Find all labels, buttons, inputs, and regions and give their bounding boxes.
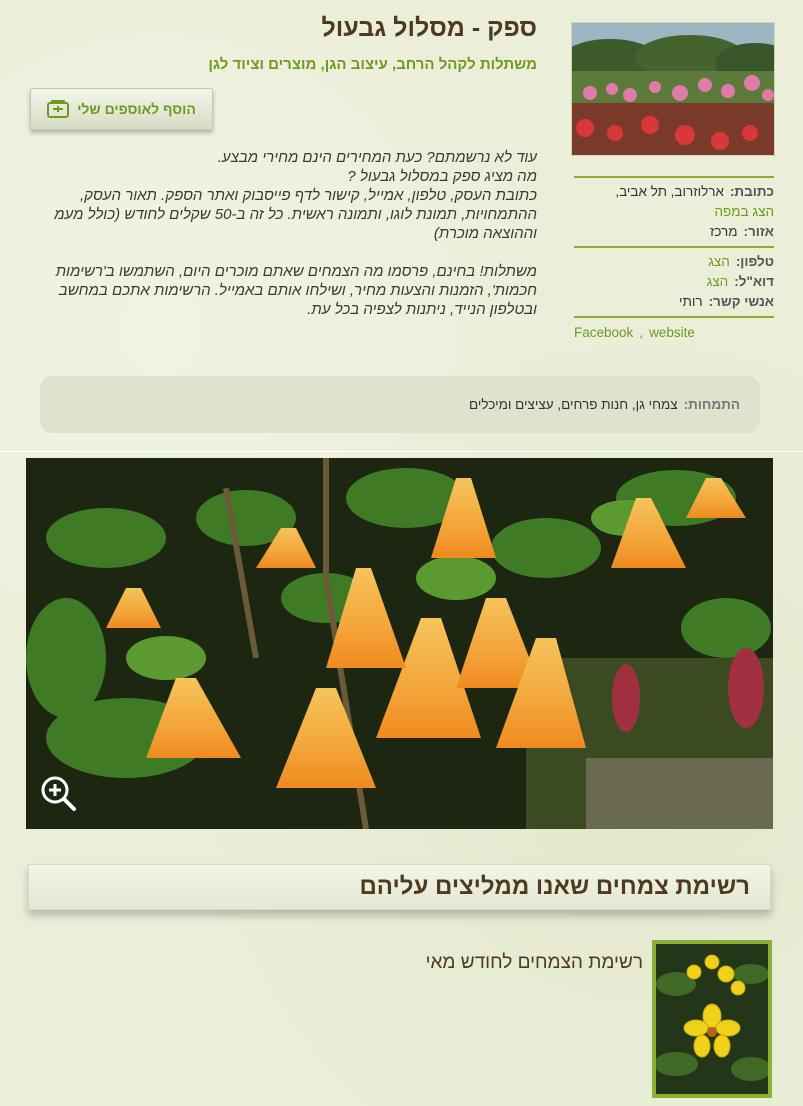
supplier-subtitle: משתלות לקהל הרחב, עיצוב הגן, מוצרים וציוד לגן — [208, 56, 537, 73]
intro-line: משתלות! בחינם, פרסמו מה הצמחים שאתם מוכרים היום, השתמשו ב'רשימות חכמות', הזמנות והצעות מחיר, ושילחו אותם באמייל. הרשימות אתכם במחשב ובטלפון הנייד, ניתנות לצפיה בכל עת. — [55, 263, 537, 318]
add-to-collection-label: הוסף לאוספים שלי — [77, 101, 196, 117]
recommended-list-link[interactable]: רשימת הצמחים לחודש מאי — [425, 952, 643, 973]
region-label: אזור: — [743, 224, 774, 239]
address-row — [574, 182, 774, 202]
intro-line: עוד לא נרשמתם? כעת המחירים הינם מחירי מבצע. — [217, 149, 537, 166]
contact-row — [574, 292, 774, 312]
facebook-link[interactable]: Facebook — [574, 325, 634, 340]
supplier-main-thumbnail[interactable] — [571, 22, 775, 156]
link-separator: , — [639, 325, 644, 340]
divider — [574, 316, 774, 318]
divider — [574, 176, 774, 178]
specialty-value: צמחי גן, חנות פרחים, עציצים ומיכלים — [469, 397, 678, 412]
supplier-intro-text — [27, 148, 537, 319]
supplier-main-photo[interactable] — [26, 458, 773, 829]
section-divider — [0, 451, 803, 452]
phone-row — [574, 252, 774, 272]
supplier-info-panel — [574, 172, 774, 344]
collection-add-icon — [47, 100, 69, 118]
add-to-collection-button[interactable] — [30, 88, 213, 130]
recommended-plants-header: רשימת צמחים שאנו ממליצים עליהם — [28, 864, 771, 910]
flower-photo-image — [26, 458, 773, 829]
divider — [574, 246, 774, 248]
show-email-link[interactable]: הצג — [706, 274, 729, 289]
region-value: מרכז — [709, 224, 738, 239]
contact-value: רותי — [679, 294, 703, 309]
address-value: ארלוזרוב, תל אביב, — [615, 184, 724, 199]
address-label: כתובת: — [729, 184, 774, 199]
specialty-bar — [40, 376, 760, 433]
intro-line: מה מציג ספק במסלול גבעול ? — [347, 168, 537, 185]
show-phone-link[interactable]: הצג — [708, 254, 730, 269]
website-link[interactable]: website — [649, 325, 695, 340]
zoom-in-icon[interactable] — [38, 773, 78, 813]
yellow-flower-image — [656, 944, 768, 1094]
contact-label: אנשי קשר: — [708, 294, 774, 309]
email-label: דוא"ל: — [734, 274, 774, 289]
recommended-list-thumbnail[interactable] — [652, 940, 772, 1098]
email-row — [574, 272, 774, 292]
social-links — [574, 322, 774, 344]
rose-field-image — [571, 23, 774, 156]
specialty-label: התמחות: — [683, 397, 740, 412]
show-on-map-link[interactable]: הצג במפה — [714, 204, 774, 219]
region-row — [574, 222, 774, 242]
intro-line: כתובת העסק, טלפון, אמייל, קישור לדף פייסבוק ואתר הספק. תאור העסק, ההתמחויות, תמונת לוגו, ותמונה ראשית. כל זה ב-50 שקלים לחודש (כולל מעמ וההוצאה מוכרת) — [54, 187, 537, 242]
supplier-title: ספק - מסלול גבעול — [321, 14, 537, 42]
phone-label: טלפון: — [735, 254, 774, 269]
